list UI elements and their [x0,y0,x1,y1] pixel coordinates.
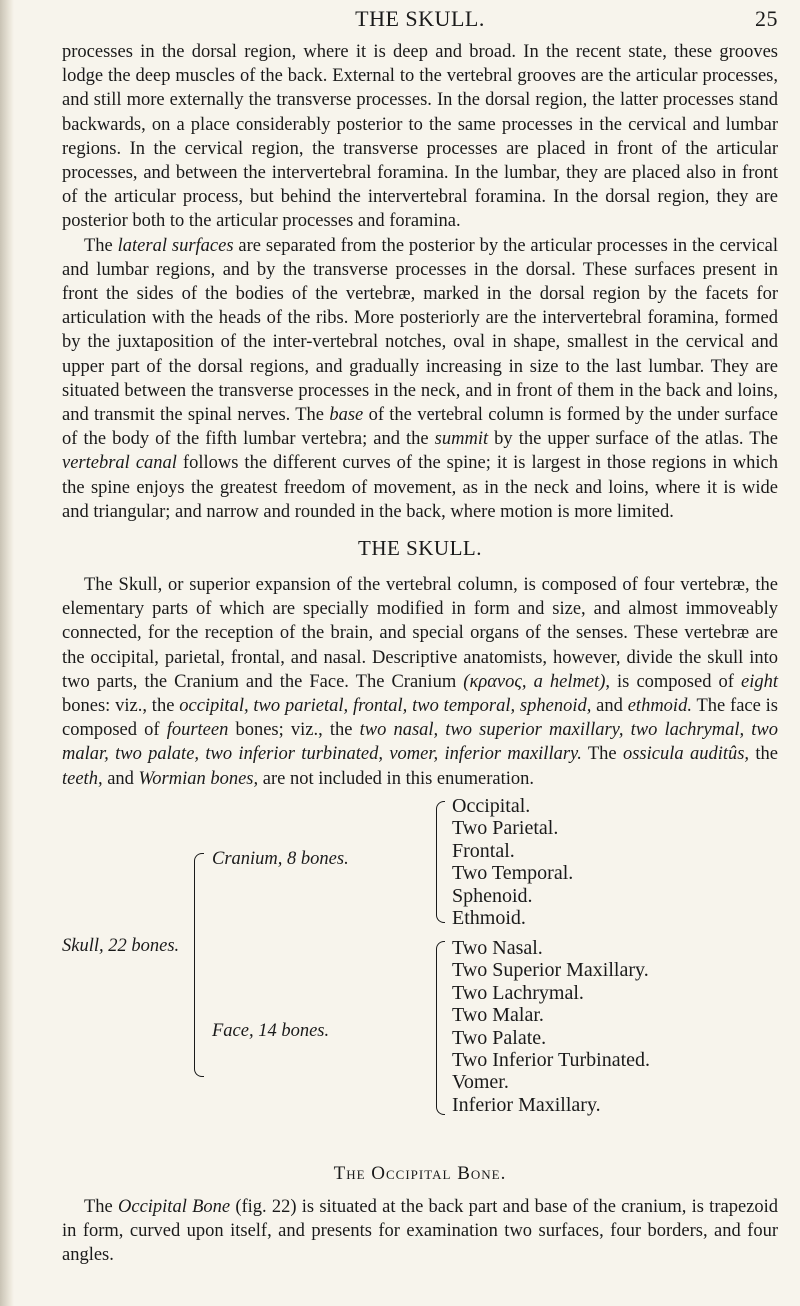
italic-term: fourteen [166,720,229,741]
italic-term: ossicula auditûs, [622,744,750,765]
italic-term: (κρανος, a helmet) [463,671,606,692]
running-title: THE SKULL. [355,6,485,31]
face-bone-list [452,937,650,1116]
list-item: Two Palate. [452,1026,547,1049]
skull-brace [194,853,204,1077]
list-item: Occipital. [452,794,531,817]
list-item: Ethmoid. [452,906,526,929]
paragraph-occipital-bone [62,1195,778,1268]
face-brace [436,941,445,1115]
list-item: Sphenoid. [452,884,533,907]
list-item: Two Temporal. [452,862,574,885]
text-run: are separated from the posterior by the articular processes in the cervical and lumbar regions, and by the transverse processes in the dorsal. These surfaces present in front the sides of the bodies of the vertebræ, marked in the dorsal region by the facets for articulation with the heads of the ribs. More posteriorly are the intervertebral foramina, formed by the juxtaposition of the inter-vertebral notches, oval in shape, smallest in the cervical and upper part of the dorsal regions, and gradually increasing in size to the last lumbar. They are situated between the transverse processes in the neck, and in front of them in the back and loins, and transmit the spinal nerves. The [62,235,778,426]
italic-term: two nasal, two superior maxillary, two lachrymal, two malar, two palate, two inferior turbinated, vomer, inferior maxillary. [62,720,778,765]
italic-term: lateral surfaces [117,235,234,256]
cranium-label: Cranium, 8 bones. [212,848,349,869]
text-run: bones; viz., the [228,720,360,741]
list-item: Two Lachrymal. [452,981,584,1004]
text-run: The face is composed of [62,696,778,741]
paragraph-lateral-surfaces [62,234,778,524]
page-number: 25 [755,6,778,31]
text-run: of the vertebral column is formed by the under surface of the body of the fifth lumbar vertebra; and the [62,405,778,450]
italic-term: Occipital Bone [118,1196,231,1217]
list-item: Two Inferior Turbinated. [452,1048,651,1071]
running-head [62,0,778,40]
text-run: The [581,744,623,765]
italic-term: ethmoid. [627,696,692,717]
section-heading-skull: THE SKULL. [358,536,482,561]
list-item: Inferior Maxillary. [452,1093,601,1116]
italic-term: occipital, two parietal, frontal, two temporal, sphenoid, [179,696,592,717]
skull-bones-table [62,791,778,1151]
list-item: Vomer. [452,1071,509,1094]
italic-term: Wormian bones, [138,768,259,789]
list-item: Two Nasal. [452,936,543,959]
italic-term: vertebral canal [62,453,177,474]
text-run: bones: viz., the [62,696,180,717]
list-item: Two Parietal. [452,817,559,840]
text-run: the [749,744,778,765]
italic-term: summit [434,429,489,450]
text-run: The [84,235,118,256]
text-run: , is composed of [605,671,741,692]
text-run: are not included in this enumeration. [258,768,535,789]
cranium-bone-list [452,795,573,929]
italic-term: eight [741,671,778,692]
text-run: (fig. 22) is situated at the back part and base of the cranium, is trapezoid in form, curved upon itself, and presents for examination two surfaces, four borders, and four angles. [62,1196,779,1266]
paragraph-skull-description [62,573,778,791]
page-binding-edge [0,0,14,1306]
text-run: by the upper surface of the atlas. The [488,429,778,450]
italic-term: base [329,405,364,426]
face-label: Face, 14 bones. [212,1020,330,1041]
list-item: Two Superior Maxillary. [452,959,649,982]
skull-total-label: Skull, 22 bones. [62,935,180,956]
text-run: and [102,768,139,789]
section-heading-occipital: The Occipital Bone. [333,1162,507,1184]
paragraph-dorsal-processes: processes in the dorsal region, where it is deep and broad. In the recent state, these grooves lodge the deep muscles of the back. External to the vertebral grooves are the articular processes, and still more externally the transverse processes. In the dorsal region, the latter processes stand backwards, on a place considerably posterior to the same processes in the cervical and lumbar regions. In the cervical region, the transverse processes are placed in front of the articular processes, and between the intervertebral foramina. In the lumbar, they are placed also in front of the articular process, but behind the intervertebral foramina. In the dorsal region, they are posterior both to the articular processes and foramina. [62,42,778,232]
text-run: The [84,1196,118,1217]
book-page [62,0,778,1268]
text-run: and [591,696,628,717]
list-item: Two Malar. [452,1004,544,1027]
cranium-brace [436,801,445,923]
italic-term: teeth, [62,768,103,789]
text-run: The Skull, or superior expansion of the vertebral column, is composed of four vertebræ, the elementary parts of which are specially modified in form and size, and almost immoveably connected, for the reception of the brain, and special organs of the senses. These vertebræ are the occipital, parietal, frontal, and nasal. Descriptive anatomists, however, divide the skull into two parts, the Cranium and the Face. The Cranium [62,575,778,692]
text-run: follows the different curves of the spine; it is largest in those regions in which the spine enjoys the greatest freedom of movement, as in the neck and loins, where it is wide and triangular; and narrow and rounded in the back, where motion is more limited. [62,453,778,522]
list-item: Frontal. [452,839,515,862]
